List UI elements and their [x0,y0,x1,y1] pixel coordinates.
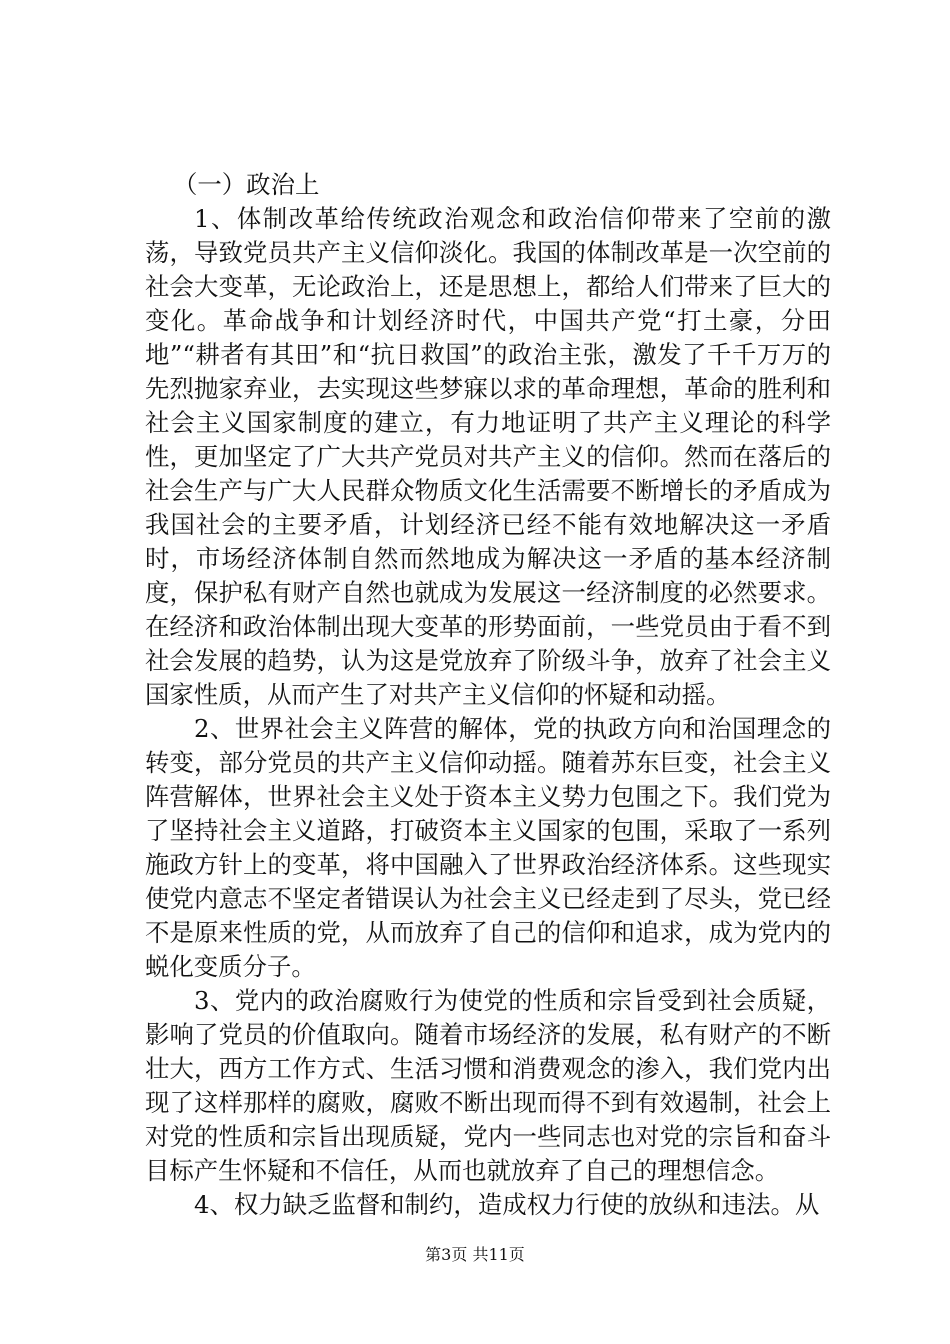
section-heading: （一）政治上 [173,170,320,199]
paragraph-4: 4、权力缺乏监督和制约，造成权力行使的放纵和违法。从 [194,1190,820,1219]
paragraph-3: 3、党内的政治腐败行为使党的性质和宗旨受到社会质疑，影响了党员的价值取向。随着市场经济的发展，私有财产的不断壮大，西方工作方式、生活习惯和消费观念的渗入，我们党内出现了这样那样的腐败，腐败不断出现而得不到有效遏制，社会上对党的性质和宗旨出现质疑，党内一些同志也对党的宗旨和奋斗目标产生怀疑和不信任，从而也就放弃了自己的理想信念。 [145,986,831,1185]
paragraph-2: 2、世界社会主义阵营的解体，党的执政方向和治国理念的转变，部分党员的共产主义信仰动摇。随着苏东巨变，社会主义阵营解体，世界社会主义处于资本主义势力包围之下。我们党为了坚持社会主义道路，打破资本主义国家的包围，采取了一系列施政方针上的变革，将中国融入了世界政治经济体系。这些现实使党内意志不坚定者错误认为社会主义已经走到了尽头，党已经不是原来性质的党，从而放弃了自己的信仰和追求，成为党内的蜕化变质分子。 [145,714,831,981]
document-body [145,168,831,1222]
page-number-footer: 第3页 共11页 [425,1245,525,1264]
paragraph-1: 1、体制改革给传统政治观念和政治信仰带来了空前的激荡，导致党员共产主义信仰淡化。我国的体制改革是一次空前的社会大变革，无论政治上，还是思想上，都给人们带来了巨大的变化。革命战争和计划经济时代，中国共产党“打土豪，分田地”“耕者有其田”和“抗日救国”的政治主张，激发了千千万万的先烈抛家弃业，去实现这些梦寐以求的革命理想，革命的胜利和社会主义国家制度的建立，有力地证明了共产主义理论的科学性，更加坚定了广大共产党员对共产主义的信仰。然而在落后的社会生产与广大人民群众物质文化生活需要不断增长的矛盾成为我国社会的主要矛盾，计划经济已经不能有效地解决这一矛盾时，市场经济体制自然而然地成为解决这一矛盾的基本经济制度，保护私有财产自然也就成为发展这一经济制度的必然要求。在经济和政治体制出现大变革的形势面前，一些党员由于看不到社会发展的趋势，认为这是党放弃了阶级斗争，放弃了社会主义国家性质，从而产生了对共产主义信仰的怀疑和动摇。 [145,204,831,709]
